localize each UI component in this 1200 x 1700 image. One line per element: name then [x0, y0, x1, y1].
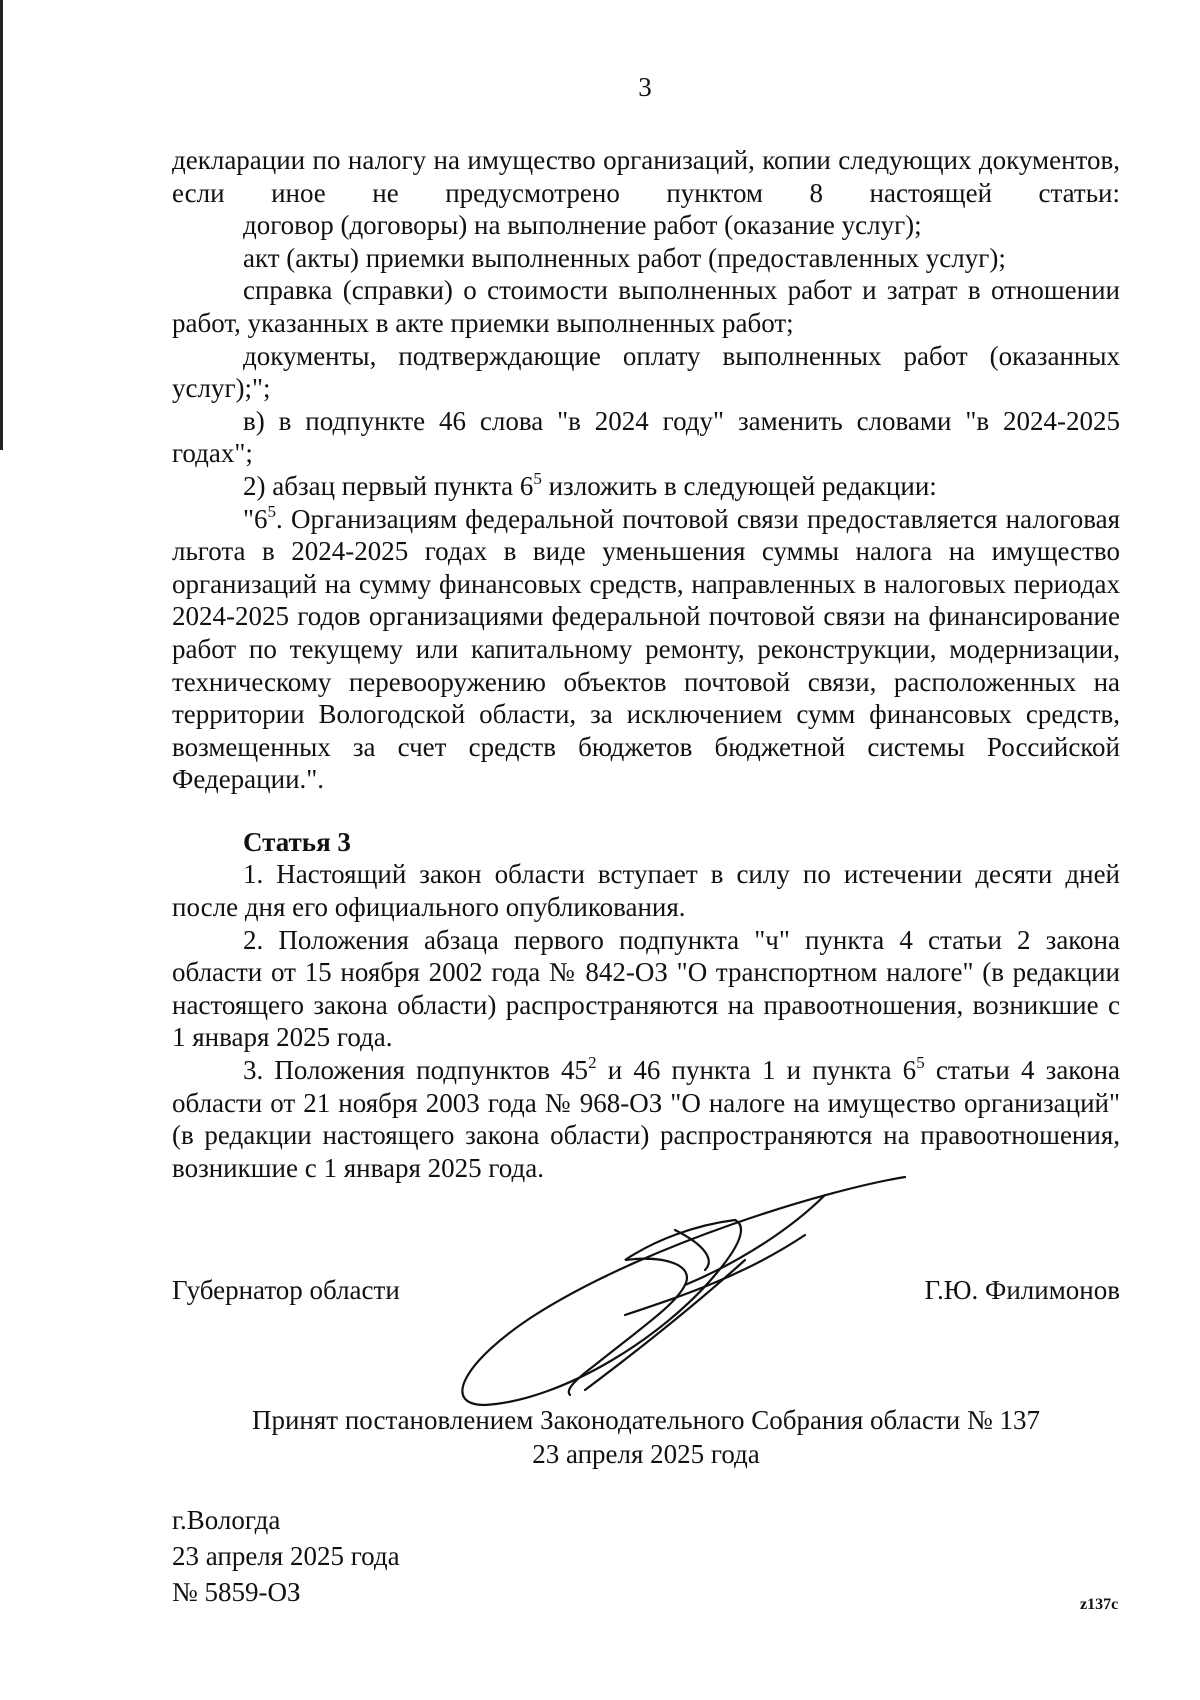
point3-text-c: статьи 4 закона области от 21 ноября 2003 года № 968-ОЗ "О налоге на имущество организаций" (в редакции настоящего закона области) распространяются на правоотношения, возникшие с 1 января 2025 года.	[172, 1055, 1120, 1183]
article-title: Статья 3	[243, 826, 351, 857]
quote-text-post: . Организациям федеральной почтовой связи предоставляется налоговая льгота в 2024-2025 годах в виде уменьшения суммы налога на имущество организаций на сумму финансовых средств, направленных в налоговых периодах 2024-2025 годов организациями федеральной почтовой связи на финансирование работ по текущему или капитальному ремонту, реконструкции, модернизации, техническому перевооружению объектов почтовой связи, расположенных на территории Вологодской области, за исключением сумм финансовых средств, возмещенных за счет средств бюджетов бюджетной системы Российской Федерации.".	[172, 503, 1120, 795]
quote-superscript: 5	[267, 501, 277, 521]
paragraph-declaration: декларации по налогу на имущество организаций, копии следующих документов, если иное не предусмотрено пунктом 8 настоящей статьи:	[172, 145, 1120, 208]
adoption-line-2: 23 апреля 2025 года	[532, 1439, 760, 1469]
abzac-superscript: 5	[533, 468, 542, 488]
paragraph-subpoint-46: в) в подпункте 46 слова "в 2024 году" заменить словами "в 2024-2025 годах";	[172, 405, 1120, 469]
law-date: 23 апреля 2025 года	[172, 1541, 400, 1571]
document-body	[172, 144, 1120, 1184]
article-point-2: 2. Положения абзаца первого подпункта "ч" пункта 4 статьи 2 закона области от 15 ноября 2002 года № 842-ОЗ "О транспортном налоге" (в редакции настоящего закона области) распространяются на правоотношения, возникшие с 1 января 2025 года.	[172, 924, 1120, 1053]
paragraph-certificate: справка (справки) о стоимости выполненных работ и затрат в отношении работ, указанных в акте приемки выполненных работ;	[172, 275, 1120, 338]
scan-edge-line	[0, 0, 3, 450]
point3-superscript-2: 5	[916, 1053, 925, 1073]
adoption-line-1: Принят постановлением Законодательного Собрания области № 137	[251, 1405, 1041, 1435]
abzac-text-pre: 2) абзац первый пункта 6	[243, 470, 534, 501]
paragraph-act: акт (акты) приемки выполненных работ (предоставленных услуг);	[243, 242, 1006, 273]
paragraph-abzac	[172, 470, 1120, 503]
paragraph-postal-benefit	[172, 503, 1120, 796]
paragraph-payment-docs: документы, подтверждающие оплату выполненных работ (оказанных услуг);";	[172, 340, 1120, 404]
page-number: 3	[638, 72, 652, 102]
signatory-position: Губернатор области	[172, 1275, 400, 1305]
signature-block	[172, 1275, 1120, 1315]
abzac-text-post: изложить в следующей редакции:	[541, 470, 937, 501]
paragraph-contract: договор (договоры) на выполнение работ (оказание услуг);	[243, 210, 922, 241]
adoption-note	[172, 1403, 1120, 1471]
place-date-number	[172, 1502, 400, 1610]
document-code: z137c	[1080, 1596, 1119, 1613]
signatory-name: Г.Ю. Филимонов	[924, 1275, 1120, 1305]
point3-superscript-1: 2	[588, 1053, 597, 1073]
quote-text-pre: "6	[243, 503, 268, 534]
city: г.Вологда	[172, 1505, 281, 1535]
article-point-1: 1. Настоящий закон области вступает в силу по истечении десяти дней после дня его официального опубликования.	[172, 859, 1120, 923]
point3-text-a: 3. Положения подпунктов 45	[243, 1055, 589, 1086]
point3-text-b: и 46 пункта 1 и пункта 6	[596, 1055, 917, 1086]
law-number: № 5859-ОЗ	[172, 1577, 301, 1607]
